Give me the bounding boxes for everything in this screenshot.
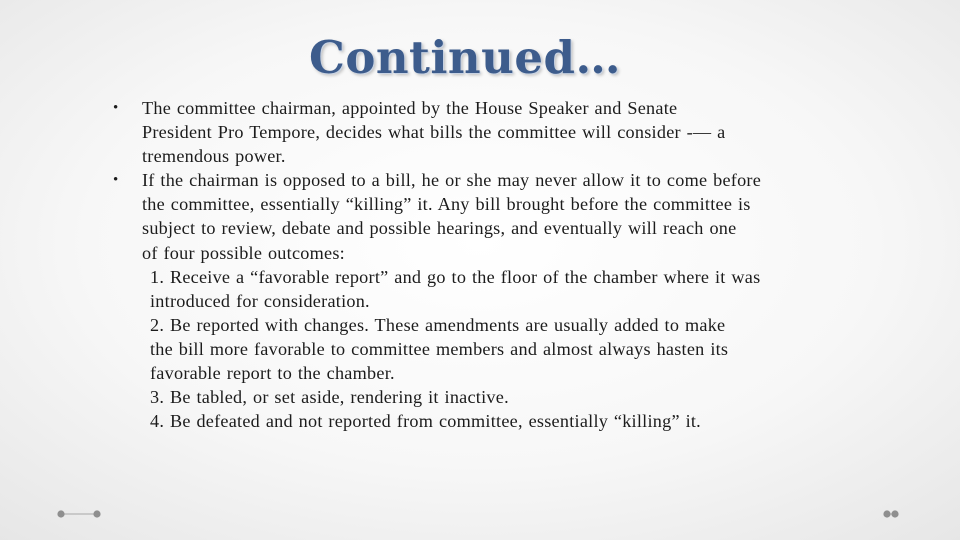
- bullet-marker: •: [113, 172, 119, 189]
- bullet-item: [113, 96, 854, 168]
- outcome-item: [150, 265, 855, 313]
- bullet-line: President Pro Tempore, decides what bills the committee will consider -— a: [142, 122, 726, 143]
- bullet-line: the committee, essentially “killing” it. Any bill brought before the committee is: [142, 194, 751, 215]
- decor-dot: [93, 510, 100, 517]
- decor-dot: [883, 510, 890, 517]
- outcome-item: [150, 385, 855, 409]
- outcome-item: [150, 409, 855, 433]
- outcome-line: the bill more favorable to committee members and almost always hasten its: [150, 338, 729, 359]
- outcome-line: 4. Be defeated and not reported from committee, essentially “killing” it.: [150, 411, 701, 432]
- slide-content: [0, 96, 960, 433]
- outcome-line: introduced for consideration.: [150, 290, 370, 311]
- slide-title: Continued…: [309, 31, 621, 84]
- outcome-line: 3. Be tabled, or set aside, rendering it inactive.: [150, 387, 509, 408]
- corner-decoration-left: [57, 510, 101, 518]
- bullet-line: If the chairman is opposed to a bill, he or she may never allow it to come before: [142, 170, 762, 191]
- bullet-line: The committee chairman, appointed by the House Speaker and Senate: [142, 98, 678, 118]
- corner-decoration-right: [883, 510, 899, 518]
- outcome-item: [150, 313, 855, 385]
- outcome-line: 2. Be reported with changes. These amendments are usually added to make: [150, 314, 726, 335]
- bullet-marker: •: [113, 100, 119, 116]
- decor-dot: [57, 510, 64, 517]
- bullet-item: [113, 168, 854, 264]
- decor-dot: [891, 510, 898, 517]
- bullet-line: tremendous power.: [142, 146, 286, 167]
- outcome-line: 1. Receive a “favorable report” and go to the floor of the chamber where it was: [150, 266, 761, 287]
- outcome-line: favorable report to the chamber.: [150, 363, 395, 384]
- bullet-line: subject to review, debate and possible hearings, and eventually will reach one: [142, 218, 737, 239]
- bullet-line: of four possible outcomes:: [142, 242, 345, 263]
